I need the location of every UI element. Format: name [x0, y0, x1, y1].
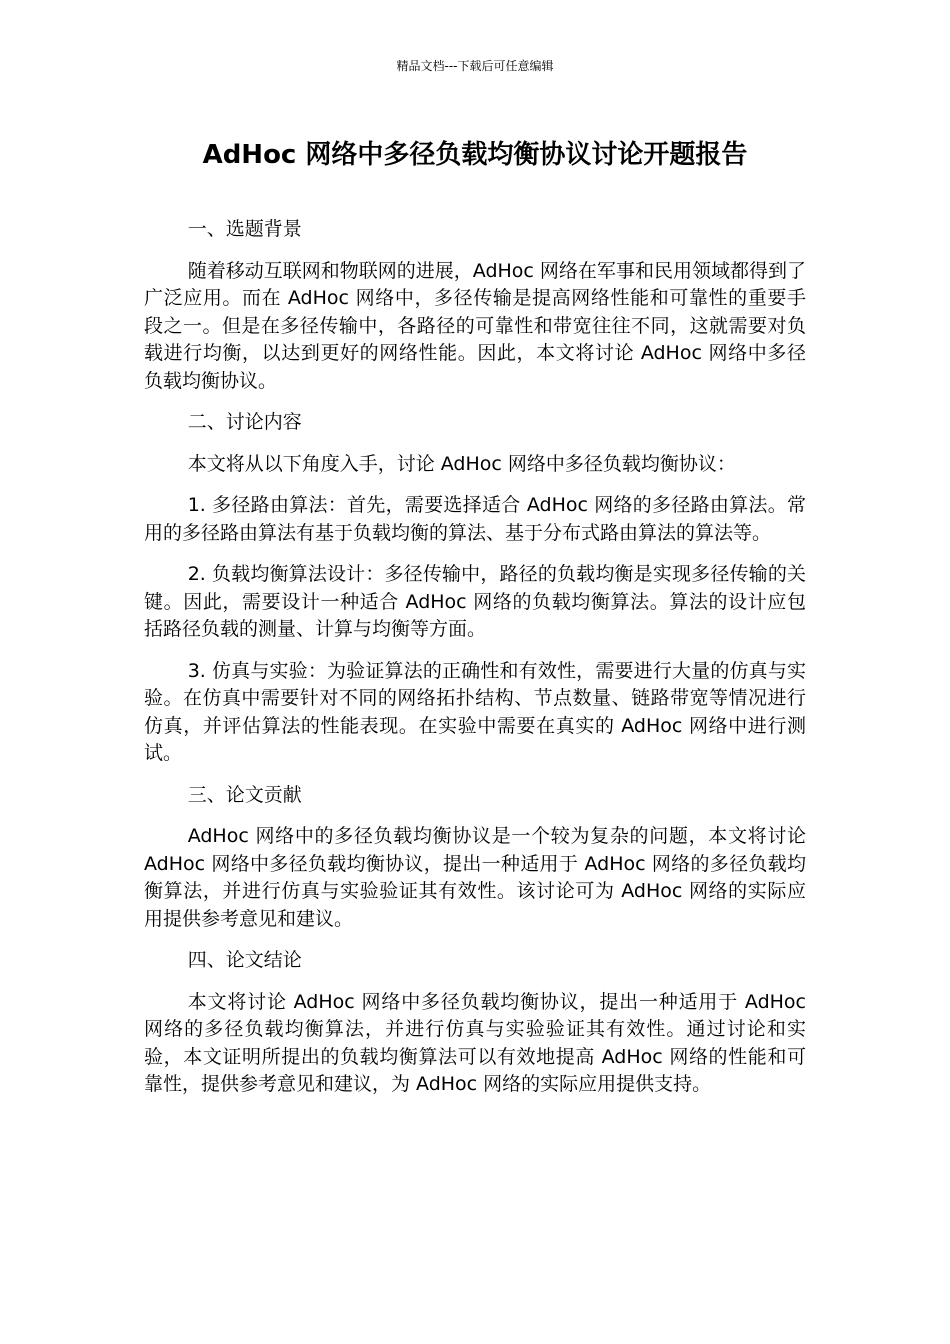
paragraph: AdHoc 网络中的多径负载均衡协议是一个较为复杂的问题，本文将讨论 AdHoc 网络中多径负载均衡协议，提出一种适用于 AdHoc 网络的多径负载均衡算法，并进行仿真与实验验证其有效性。该讨论可为 AdHoc 网络的实际应用提供参考意见和建议。 — [144, 825, 806, 930]
list-item: 2. 负载均衡算法设计：多径传输中，路径的负载均衡是实现多径传输的关键。因此，需要设计一种适合 AdHoc 网络的负载均衡算法。算法的设计应包括路径负载的测量、计算与均衡等方面。 — [144, 563, 806, 640]
list-item: 3. 仿真与实验：为验证算法的正确性和有效性，需要进行大量的仿真与实验。在仿真中需要针对不同的网络拓扑结构、节点数量、链路带宽等情况进行仿真，并评估算法的性能表现。在实验中需要在真实的 AdHoc 网络中进行测试。 — [144, 659, 806, 764]
paragraph: 随着移动互联网和物联网的进展，AdHoc 网络在军事和民用领域都得到了广泛应用。而在 AdHoc 网络中，多径传输是提高网络性能和可靠性的重要手段之一。但是在多径传输中，各路径的可靠性和带宽往往不同，这就需要对负载进行均衡，以达到更好的网络性能。因此，本文将讨论 AdHoc 网络中多径负载均衡协议。 — [144, 259, 806, 392]
section-background — [144, 216, 806, 395]
paragraph: 本文将从以下角度入手，讨论 AdHoc 网络中多径负载均衡协议： — [187, 452, 736, 475]
list-item: 1. 多径路由算法：首先，需要选择适合 AdHoc 网络的多径路由算法。常用的多径路由算法有基于负载均衡的算法、基于分布式路由算法的算法等。 — [144, 494, 806, 544]
section-heading: 一、选题背景 — [187, 218, 302, 240]
section-contribution — [144, 782, 806, 934]
section-research-content — [144, 409, 806, 768]
section-heading: 二、讨论内容 — [187, 411, 302, 433]
page-header-watermark: 精品文档---下载后可任意编辑 — [396, 59, 554, 73]
paragraph: 本文将讨论 AdHoc 网络中多径负载均衡协议，提出一种适用于 AdHoc 网络的多径负载均衡算法，并进行仿真与实验验证其有效性。通过讨论和实验，本文证明所提出的负载均衡算法可以有效地提高 AdHoc 网络的性能和可靠性，提供参考意见和建议，为 AdHoc 网络的实际应用提供支持。 — [144, 990, 806, 1095]
section-heading: 四、论文结论 — [187, 949, 302, 971]
section-conclusion — [144, 947, 806, 1099]
document-body — [144, 216, 806, 1113]
document-title: AdHoc 网络中多径负载均衡协议讨论开题报告 — [202, 140, 748, 170]
section-heading: 三、论文贡献 — [187, 783, 302, 806]
